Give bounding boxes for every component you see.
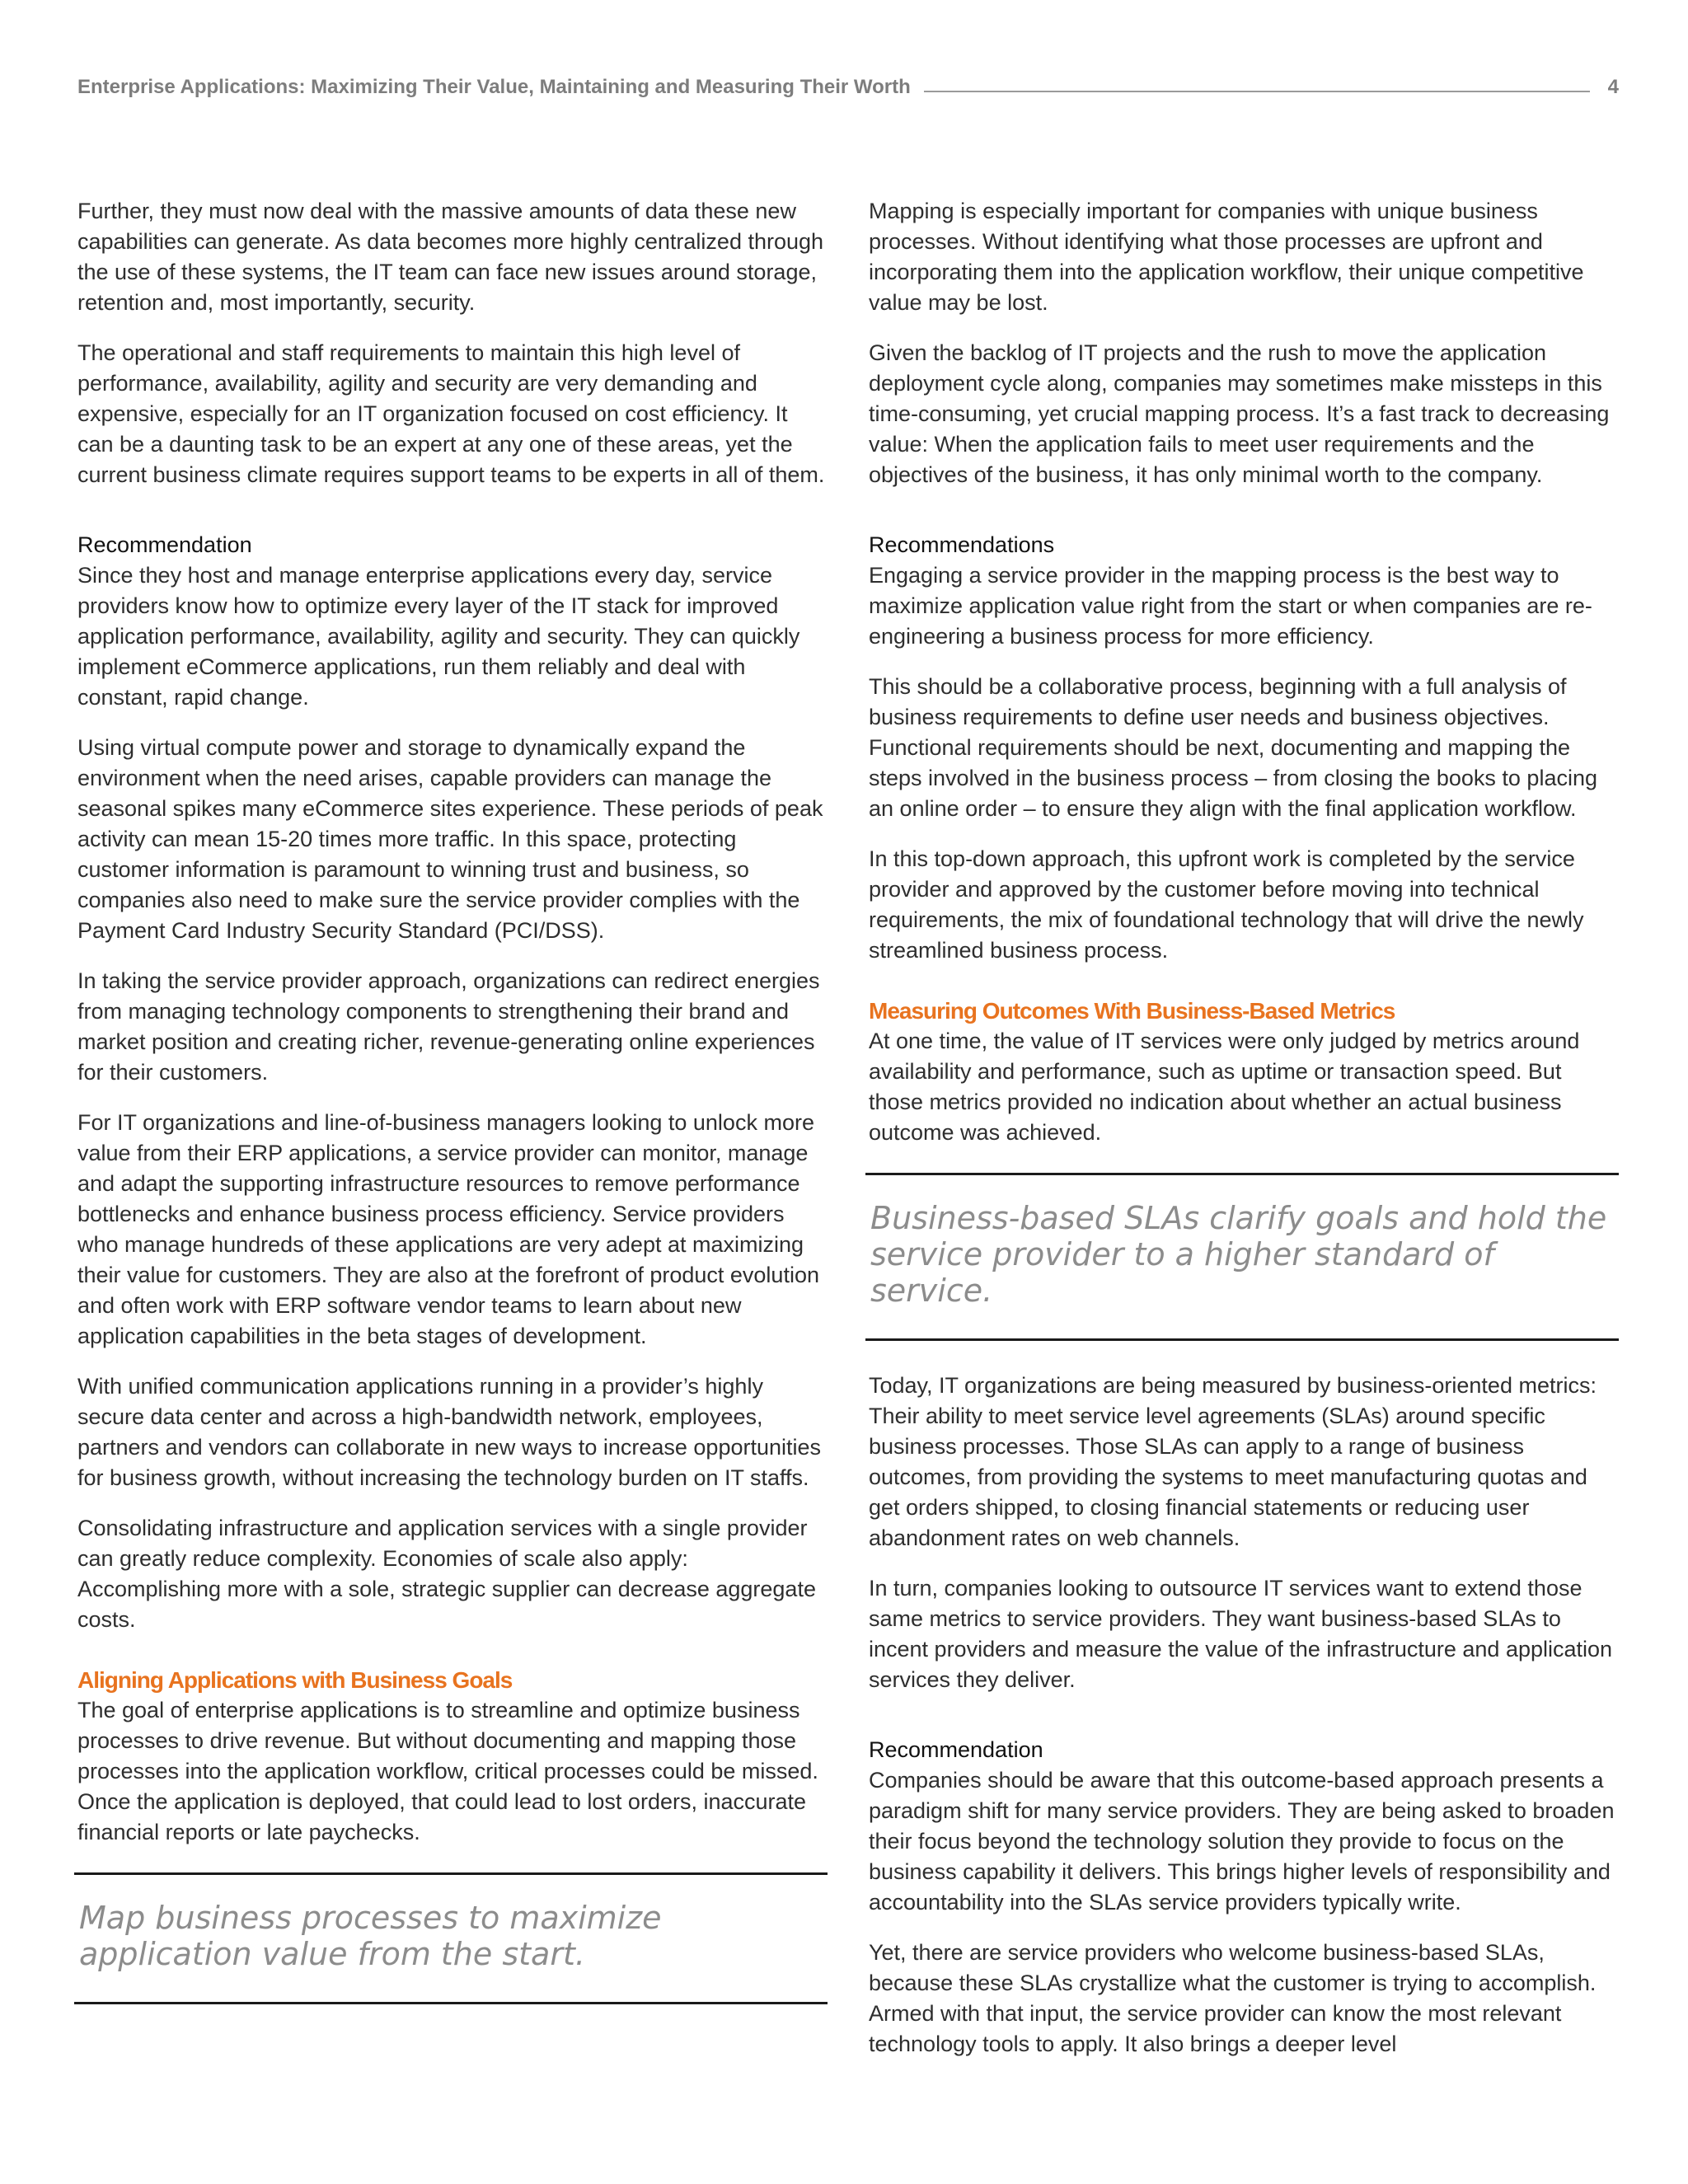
paragraph: Since they host and manage enterprise applications every day, service providers know how to optimize every layer of the IT stack for improved application performance, availability, agility and security. They can quickly implement eCommerce applications, run them reliably and deal with constant, rapid change. (77, 563, 800, 710)
subheading-recommendation: Recommendation (77, 532, 252, 557)
header-title: Enterprise Applications: Maximizing Their Value, Maintaining and Measuring Their Worth (77, 76, 911, 98)
paragraph: Engaging a service provider in the mapping process is the best way to maximize application value right from the start or when companies are re-engineering a business process for more efficiency. (869, 563, 1592, 649)
header-rule (924, 91, 1590, 92)
paragraph: In this top-down approach, this upfront work is completed by the service provider and approved by the customer before moving into technical requirements, the mix of foundational technology that will drive the newly streamlined business process. (869, 846, 1584, 963)
paragraph: Using virtual compute power and storage to dynamically expand the environment when the need arises, capable providers can manage the seasonal spikes many eCommerce sites experience. These periods of peak activity can mean 15-20 times more traffic. In this space, protecting customer information is paramount to winning trust and business, so companies also need to make sure the service provider complies with the Payment Card Industry Security Standard (PCI/DSS). (77, 735, 823, 943)
paragraph: Mapping is especially important for companies with unique business processes. Without identifying what those processes are upfront and incorporating them into the application workflow, their unique competitive value may be lost. (869, 199, 1584, 315)
paragraph: Consolidating infrastructure and application services with a single provider can greatly reduce complexity. Economies of scale also apply: Accomplishing more with a sole, strategic supplier can decrease aggregate costs. (77, 1516, 816, 1632)
paragraph: In taking the service provider approach, organizations can redirect energies from managing technology components to strengthening their brand and market position and creating richer, revenue-generating online experiences for their customers. (77, 968, 820, 1085)
page-number: 4 (1607, 76, 1619, 98)
paragraph: The operational and staff requirements to maintain this high level of performance, availability, agility and security are very demanding and expensive, especially for an IT organization focused on cost efficiency. It can be a daunting task to be an expert at any one of these areas, yet the current business climate requires support teams to be experts in all of them. (77, 340, 825, 487)
paragraph: Given the backlog of IT projects and the rush to move the application deployment cycle along, companies may sometimes make missteps in this time-consuming, yet crucial mapping process. It’s a fast track to decreasing value: When the application fails to meet user requirements and the objectives of the business, it has only minimal worth to the company. (869, 340, 1610, 487)
paragraph: In turn, companies looking to outsource IT services want to extend those same metrics to service providers. They want business-based SLAs to incent providers and measure the value of the infrastructure and application services they deliver. (869, 1576, 1613, 1692)
paragraph: With unified communication applications running in a provider’s highly secure data center and across a high-bandwidth network, employees, partners and vendors can collaborate in new ways to increase opportunities for business growth, without increasing the technology burden on IT staffs. (77, 1374, 822, 1490)
paragraph: At one time, the value of IT services were only judged by metrics around availability and performance, such as uptime or transaction speed. But those metrics provided no indication about whether an actual business outcome was achieved. (869, 1029, 1580, 1145)
subheading-recommendation: Recommendation (869, 1737, 1043, 1762)
right-column (869, 196, 1619, 2079)
paragraph: Further, they must now deal with the massive amounts of data these new capabilities can generate. As data becomes more highly centralized through the use of these systems, the IT team can face new issues around storage, retention and, most importantly, security. (77, 199, 824, 315)
paragraph: Today, IT organizations are being measured by business-oriented metrics: Their ability to meet service level agreements (SLAs) around specific business processes. Those SLAs can apply to a range of business outcomes, from providing the systems to meet manufacturing quotas and get orders shipped, to closing financial statements or reducing user abandonment rates on web channels. (869, 1373, 1597, 1550)
paragraph: Yet, there are service providers who welcome business-based SLAs, because these SLAs crystallize what the customer is trying to accomplish. Armed with that input, the service provider can know the most relevant technology tools to apply. It also brings a deeper level (869, 1940, 1597, 2056)
left-column (77, 196, 828, 2034)
paragraph: For IT organizations and line-of-business managers looking to unlock more value from their ERP applications, a service provider can monitor, manage and adapt the supporting infrastructure resources to remove performance bottlenecks and enhance business process efficiency. Service providers who manage hundreds of these applications are very adept at maximizing their value for customers. They are also at the forefront of product evolution and often work with ERP software vendor teams to learn about new application capabilities in the beta stages of development. (77, 1110, 819, 1348)
paragraph: Companies should be aware that this outcome-based approach presents a paradigm shift for many service providers. They are being asked to broaden their focus beyond the technology solution they provide to focus on the business capability it delivers. This brings higher levels of responsibility and accountability into the SLAs service providers typically write. (869, 1768, 1615, 1915)
subheading-recommendations: Recommendations (869, 532, 1055, 557)
paragraph: This should be a collaborative process, beginning with a full analysis of business requirements to define user needs and business objectives. Functional requirements should be next, documenting and mapping the steps involved in the business process – from closing the books to placing an online order – to ensure they align with the final application workflow. (869, 674, 1597, 821)
pull-quote: Business-based SLAs clarify goals and hold the service provider to a higher standard of service. (865, 1173, 1619, 1341)
section-heading: Aligning Applications with Business Goals (77, 1667, 513, 1693)
running-header (77, 73, 1619, 102)
pull-quote: Map business processes to maximize application value from the start. (74, 1872, 828, 2004)
section-heading: Measuring Outcomes With Business-Based Metrics (869, 998, 1395, 1024)
paragraph: The goal of enterprise applications is to streamline and optimize business processes to drive revenue. But without documenting and mapping those processes into the application workflow, critical processes could be missed. Once the application is deployed, that could lead to lost orders, inaccurate financial reports or late paychecks. (77, 1698, 818, 1844)
